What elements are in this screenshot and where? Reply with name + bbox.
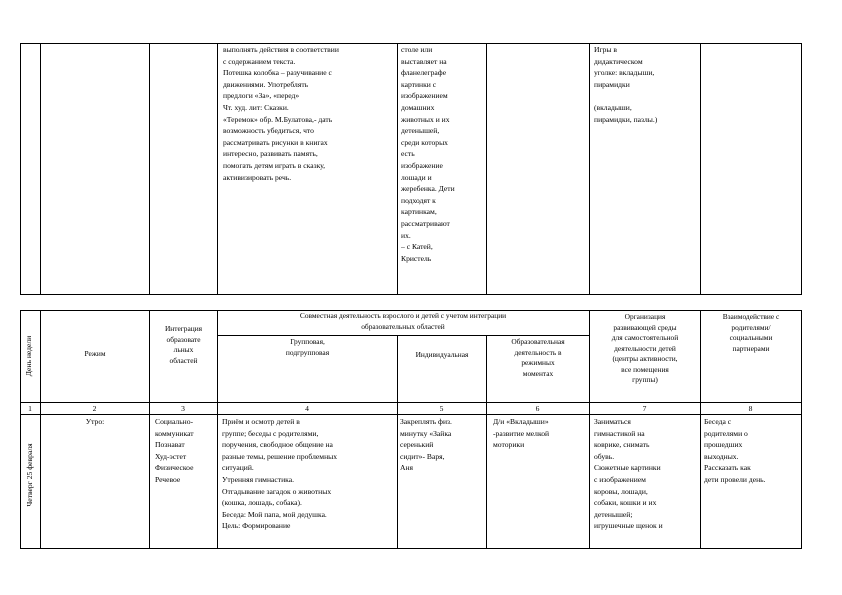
col-number-6: 6 bbox=[535, 404, 540, 413]
col-number-2: 2 bbox=[92, 404, 97, 413]
row-educational-moments: Д/и «Вкладыши» -развитие мелкой моторики bbox=[493, 417, 550, 450]
header-environment: Организация развивающей среды для самостоятельной деятельности детей (центры активности, все помещения группы) bbox=[611, 312, 679, 384]
row-integration: Социально- коммуникат Познават Худ-эстет Физическое Речевое bbox=[155, 417, 194, 484]
col-number-7: 7 bbox=[642, 404, 647, 413]
row-day: Четверг 25 февраля bbox=[25, 443, 34, 507]
header-integration: Интеграция образовате льных областей bbox=[164, 324, 203, 365]
col-number-3: 3 bbox=[181, 404, 185, 413]
row-parents: Беседа с родителями о прошедших выходных. Рассказать как дети провели день. bbox=[704, 417, 766, 484]
row-group-activity: Приём и осмотр детей в группе; беседы с родителями, поручения, свободное общение на разные темы, решение проблемных ситуаций. Утренняя гимнастика. Отгадывание загадок о животных (кошка, лошадь, собака). Беседа: Мой папа, мой дедушка. Цель: Формирование bbox=[222, 417, 338, 531]
row-environment: Заниматься гимнастикой на коврике, снимать обувь. Сюжетные картинки с изображением коровы, лошади, собаки, кошки и их детенышей; игрушечные щенок и bbox=[594, 417, 663, 531]
top-cell-environment: Игры в дидактическом уголке: вкладыши, пирамидки (вкладыши, пирамидки, пазлы.) bbox=[594, 45, 658, 124]
header-group: Групповая, подгрупповая bbox=[285, 337, 330, 357]
row-individual: Закреплять физ. минутку «Зайка серенький сидит»- Варя, Аня bbox=[400, 417, 452, 473]
row-mode: Утро: bbox=[85, 417, 105, 426]
col-number-1: 1 bbox=[28, 404, 32, 413]
col-number-5: 5 bbox=[439, 404, 444, 413]
col-number-4: 4 bbox=[305, 404, 309, 413]
col-number-8: 8 bbox=[748, 404, 753, 413]
header-mode: Режим bbox=[84, 349, 106, 358]
top-cell-group-activity: выполнять действия в соответствии с содержанием текста. Потешка колобка – разучивание с движениями. Употреблять предлоги «За», «перед» Чт. худ. лит: Сказки. «Теремок» обр. М.Булатова,- дать возможность убедиться, что рассматривать рисунки в книгах интересно, развивать память, помогать детям играть в сказку, активизировать речь. bbox=[223, 45, 339, 182]
header-week-day: День недели bbox=[24, 335, 33, 377]
top-cell-individual: столе или выставляет на фланелеграфе картинки с изображением домашних животных и их детенышей, среди которых есть изображение лошади и жеребенка. Дети подходят к картинкам, рассматривают их. – с Катей, Кристель bbox=[401, 45, 455, 263]
header-educational-moments: Образовательная деятельность в режимных моментах bbox=[511, 337, 565, 378]
header-joint-activity: Совместная деятельность взрослого и детей с учетом интеграции образовательных областей bbox=[299, 311, 507, 331]
header-parents: Взаимодействие с родителями/ социальными партнерами bbox=[722, 312, 780, 353]
header-individual: Индивидуальная bbox=[415, 350, 469, 359]
